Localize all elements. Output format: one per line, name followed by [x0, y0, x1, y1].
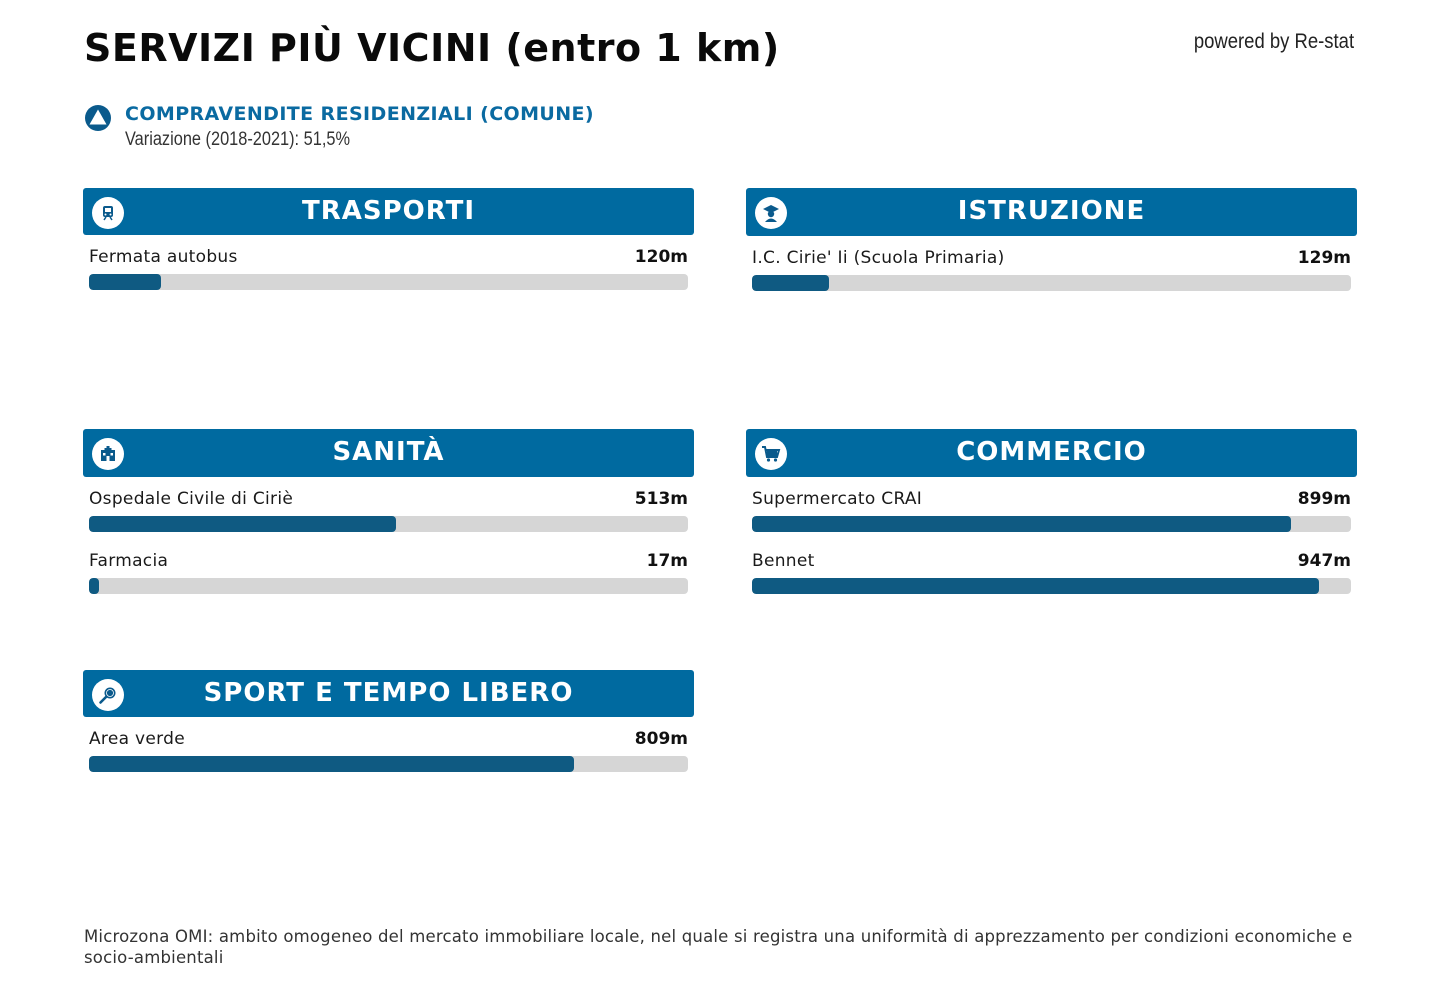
- service-distance: 17m: [646, 551, 688, 571]
- panel-trasporti: [83, 188, 694, 297]
- powered-by-label: powered by Re-stat: [1193, 30, 1354, 53]
- panel-istruzione: [746, 188, 1357, 298]
- panel-header: [83, 429, 694, 477]
- arrow-up-circle-icon: [84, 104, 112, 132]
- distance-bar-track: [89, 756, 688, 772]
- service-distance: 513m: [634, 489, 688, 509]
- panel-header: [83, 188, 694, 235]
- service-distance: 899m: [1297, 489, 1351, 509]
- distance-bar: [752, 578, 1319, 594]
- service-item: [83, 539, 694, 601]
- distance-bar-track: [752, 578, 1351, 594]
- panel-sport-tempo-libero: [83, 670, 694, 779]
- distance-bar: [89, 274, 161, 290]
- distance-bar: [752, 516, 1291, 532]
- service-distance: 129m: [1297, 248, 1351, 268]
- service-name: I.C. Cirie' Ii (Scuola Primaria): [752, 248, 1005, 268]
- service-name: Fermata autobus: [89, 247, 238, 267]
- panel-sanita: [83, 429, 694, 601]
- service-name: Supermercato CRAI: [752, 489, 923, 509]
- panel-title: TRASPORTI: [301, 196, 476, 226]
- footnote: Microzona OMI: ambito omogeneo del mercato immobiliare locale, nel quale si registra una uniformità di apprezzamento per condizioni economiche e socio-ambientali: [84, 927, 1353, 967]
- page-title: SERVIZI PIÙ VICINI (entro 1 km): [84, 26, 780, 70]
- service-item: [746, 236, 1357, 298]
- distance-bar: [752, 275, 829, 291]
- panel-commercio: [746, 429, 1357, 601]
- trend-subtitle: Variazione (2018-2021): 51,5%: [125, 129, 350, 150]
- service-item: [746, 477, 1357, 539]
- service-name: Area verde: [89, 729, 185, 749]
- service-item: [746, 539, 1357, 601]
- service-item: [83, 235, 694, 297]
- service-name: Farmacia: [89, 551, 169, 571]
- distance-bar-track: [89, 274, 688, 290]
- service-distance: 120m: [634, 247, 688, 267]
- distance-bar: [89, 516, 396, 532]
- distance-bar: [89, 578, 99, 594]
- panel-title: ISTRUZIONE: [957, 196, 1146, 226]
- trend-title: COMPRAVENDITE RESIDENZIALI (COMUNE): [125, 103, 594, 125]
- service-item: [83, 717, 694, 779]
- service-distance: 809m: [634, 729, 688, 749]
- service-name: Bennet: [752, 551, 815, 571]
- panel-title: SANITÀ: [332, 437, 445, 467]
- distance-bar-track: [89, 578, 688, 594]
- distance-bar-track: [89, 516, 688, 532]
- service-distance: 947m: [1297, 551, 1351, 571]
- distance-bar-track: [752, 275, 1351, 291]
- panel-title: COMMERCIO: [956, 437, 1147, 467]
- distance-bar: [89, 756, 574, 772]
- distance-bar-track: [752, 516, 1351, 532]
- service-name: Ospedale Civile di Ciriè: [89, 489, 294, 509]
- panel-title: SPORT E TEMPO LIBERO: [203, 678, 574, 708]
- service-item: [83, 477, 694, 539]
- panel-header: [746, 188, 1357, 236]
- panel-header: [83, 670, 694, 717]
- panel-header: [746, 429, 1357, 477]
